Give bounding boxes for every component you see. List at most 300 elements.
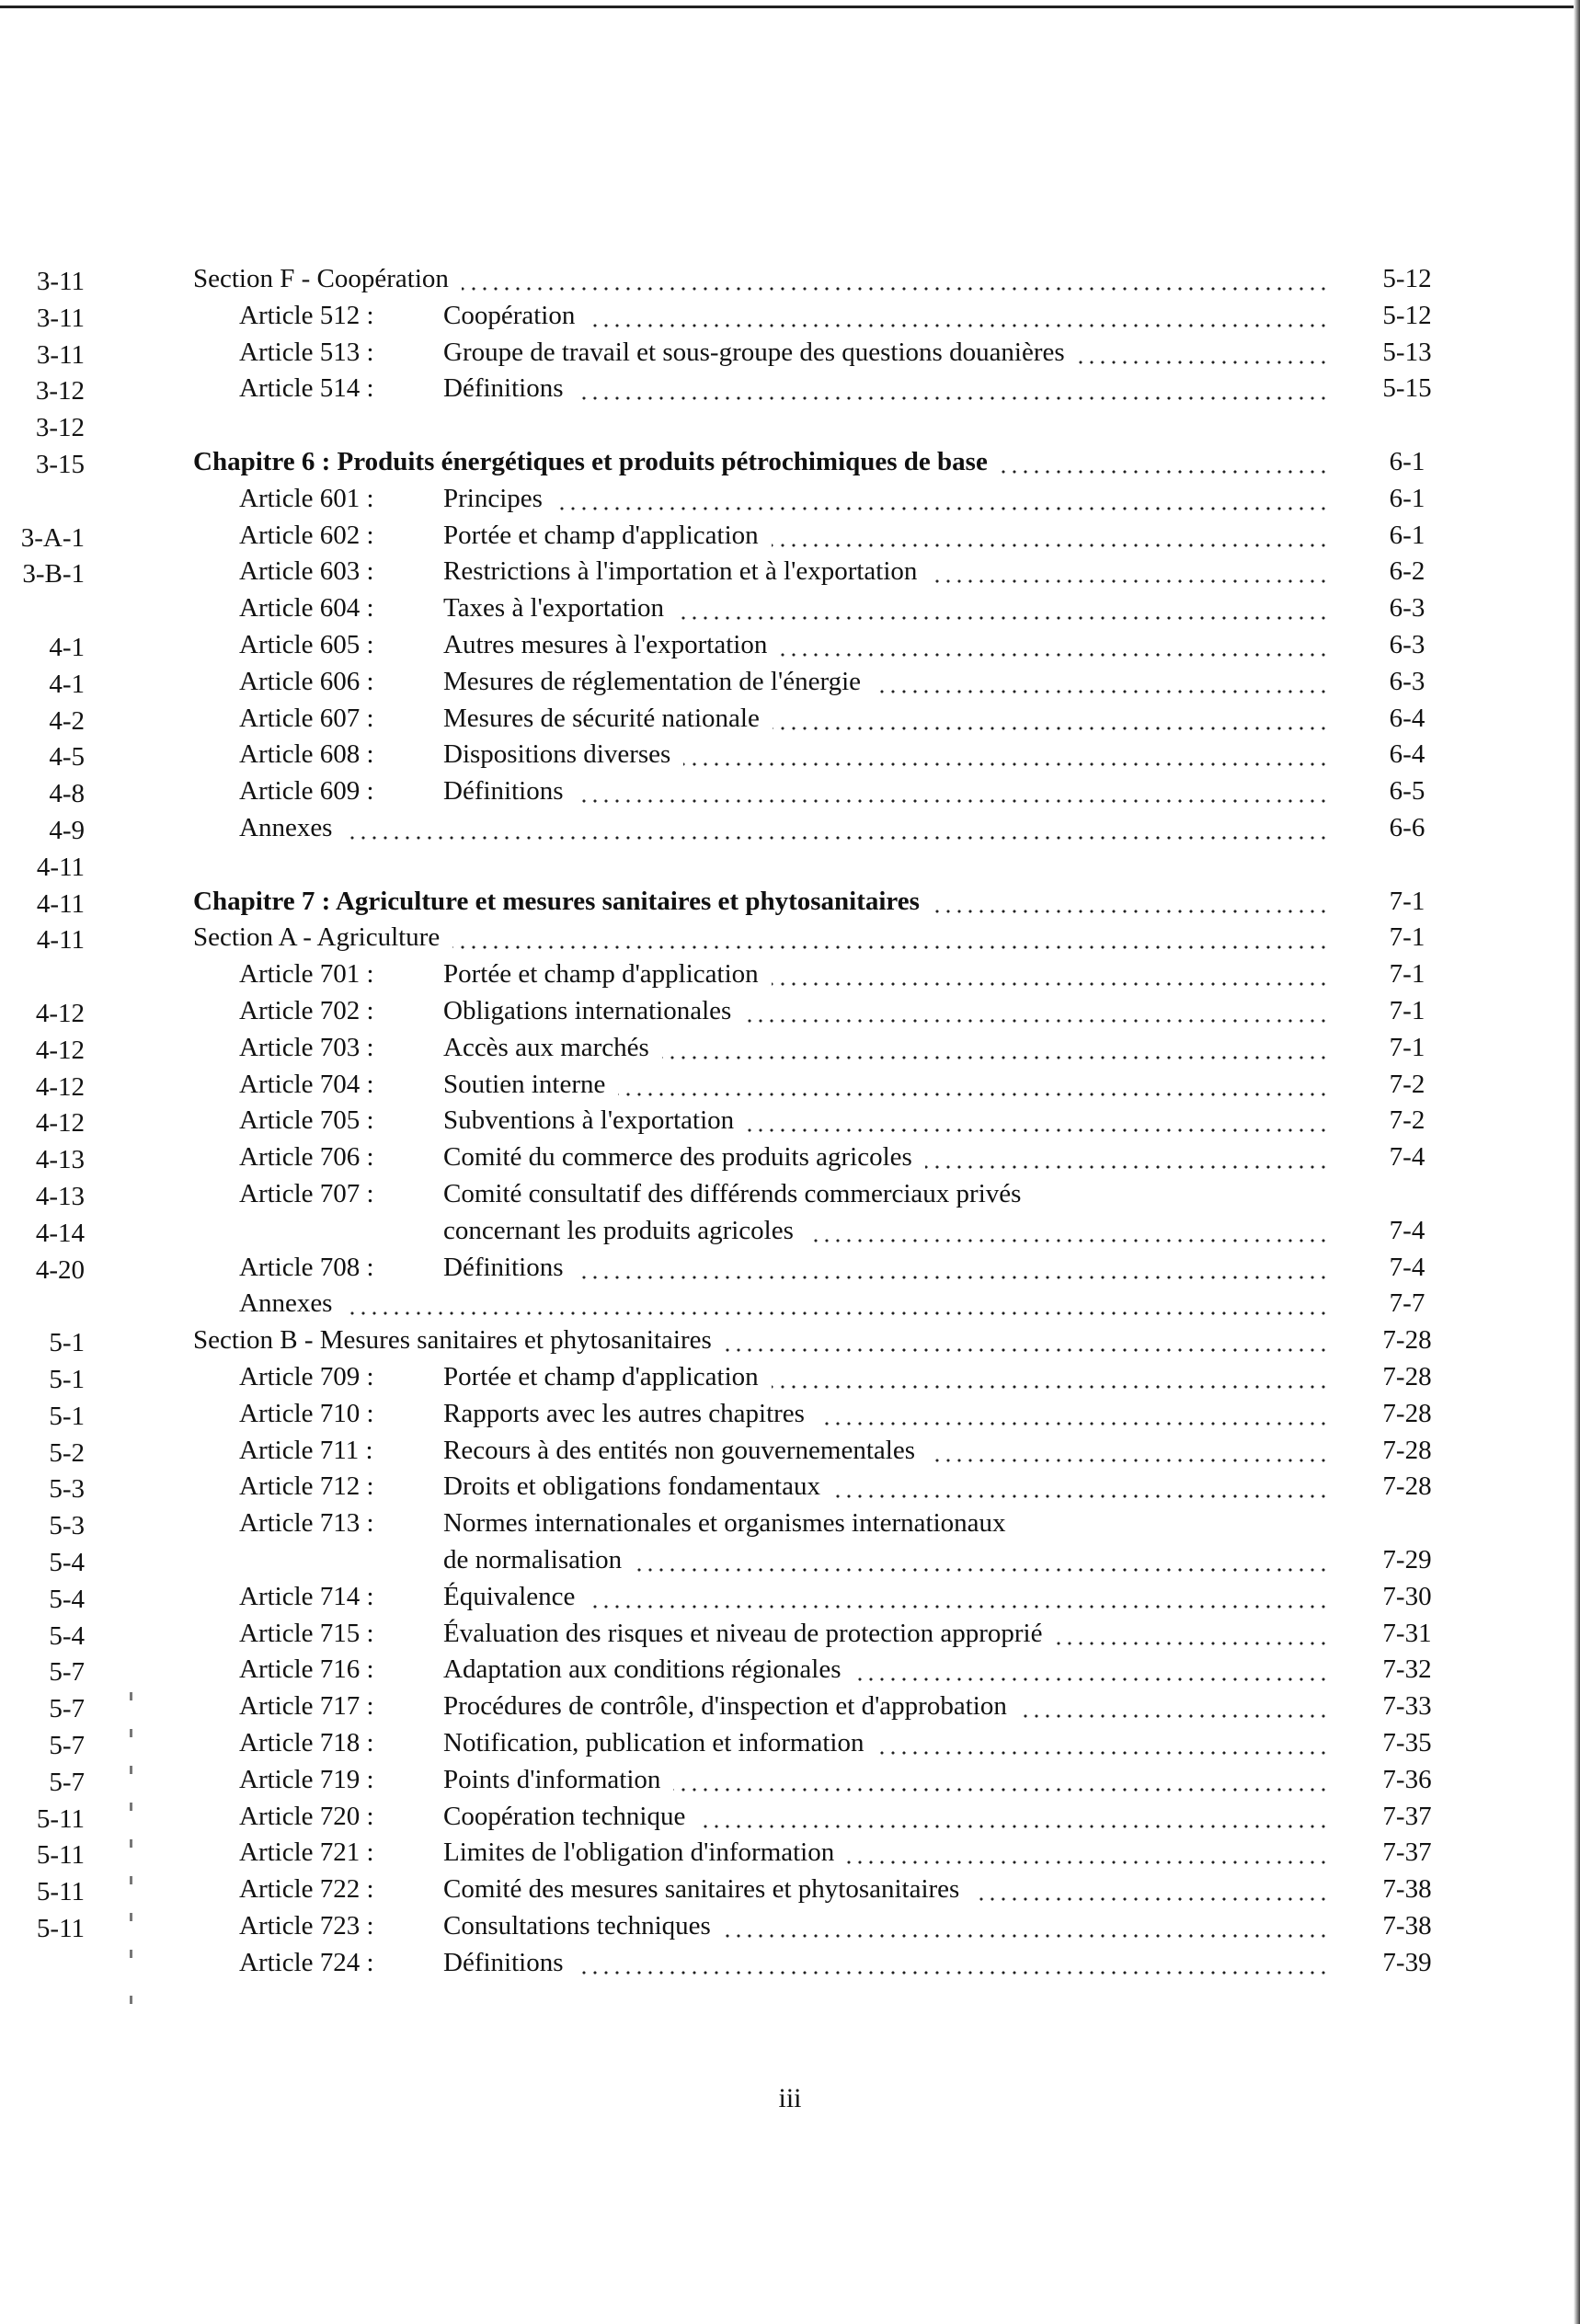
toc-entry xyxy=(239,1871,959,1907)
toc-title: Taxes à l'exportation xyxy=(443,593,664,624)
toc-article-row[interactable] xyxy=(193,1031,1453,1068)
toc-entry xyxy=(239,1468,820,1505)
toc-title: Consultations techniques xyxy=(443,1911,711,1940)
toc-page-ref: 7-2 xyxy=(1389,1069,1425,1099)
toc-title: Obligations internationales xyxy=(443,996,732,1025)
left-page-ref: 5-4 xyxy=(49,1584,85,1614)
article-number: Article 711 : xyxy=(239,1435,373,1465)
article-number: Article 708 : xyxy=(239,1252,374,1282)
toc-title: Section B - Mesures sanitaires et phytosanitaires xyxy=(193,1325,712,1356)
toc-page-ref: 7-28 xyxy=(1382,1471,1432,1502)
dot-leader xyxy=(780,652,1329,658)
dot-leader xyxy=(1020,1713,1329,1719)
toc-page-ref: 7-28 xyxy=(1382,1325,1432,1356)
dot-leader xyxy=(1078,360,1329,365)
toc-article-row[interactable] xyxy=(193,957,1453,994)
article-number: Article 601 : xyxy=(239,483,374,513)
dot-leader xyxy=(662,1055,1329,1060)
left-page-ref: 5-4 xyxy=(49,1620,85,1651)
toc-page-ref: 7-1 xyxy=(1389,1032,1425,1062)
toc-page-ref: 7-7 xyxy=(1389,1288,1425,1319)
toc-title: Portée et champ d'application xyxy=(443,520,759,550)
toc-article-row[interactable] xyxy=(193,336,1453,372)
left-page-ref: 4-13 xyxy=(35,1182,85,1211)
toc-title: Définitions xyxy=(443,776,564,807)
left-page-ref: 4-11 xyxy=(36,852,85,882)
left-page-ref: 5-7 xyxy=(49,1657,85,1688)
dot-leader xyxy=(698,1824,1329,1829)
toc-entry xyxy=(239,1505,1006,1541)
article-number: Article 706 : xyxy=(239,1142,374,1173)
toc-page-ref: 7-33 xyxy=(1382,1691,1432,1722)
dot-leader xyxy=(847,1860,1329,1865)
toc-page-ref: 7-4 xyxy=(1389,1215,1425,1245)
left-page-ref: 4-12 xyxy=(35,1035,85,1065)
toc-article-row[interactable] xyxy=(193,738,1453,774)
toc-title: Accès aux marchés xyxy=(443,1032,649,1062)
toc-entry xyxy=(239,1175,1021,1212)
toc-entry xyxy=(239,1285,332,1322)
toc-article-row[interactable] xyxy=(193,1580,1453,1617)
toc-article-row[interactable] xyxy=(193,1104,1453,1140)
toc-annex-row[interactable] xyxy=(193,811,1453,848)
toc-title: Définitions xyxy=(443,1252,564,1282)
left-page-ref: 5-7 xyxy=(49,1767,85,1797)
dot-leader xyxy=(588,323,1329,328)
toc-entry xyxy=(239,1724,864,1761)
left-page-ref: 3-B-1 xyxy=(22,559,85,590)
left-page-ref: 5-11 xyxy=(36,1803,85,1834)
toc-entry xyxy=(239,1102,734,1139)
toc-page-ref: 7-1 xyxy=(1389,922,1425,953)
toc-page-ref: 6-3 xyxy=(1389,666,1425,696)
toc-title: Chapitre 6 : Produits énergétiques et produits pétrochimiques de base xyxy=(193,447,988,476)
dot-leader xyxy=(876,1750,1329,1756)
toc-page-ref: 6-3 xyxy=(1389,630,1425,659)
toc-entry xyxy=(239,1798,685,1835)
article-number: Article 702 : xyxy=(239,996,374,1025)
toc-article-row[interactable] xyxy=(193,1470,1453,1506)
dot-leader xyxy=(933,909,1329,914)
toc-article-row[interactable] xyxy=(193,299,1453,336)
page-number: iii xyxy=(778,2083,802,2113)
toc-entry xyxy=(239,1651,841,1688)
toc-article-row[interactable] xyxy=(193,555,1453,591)
left-page-ref: 4-12 xyxy=(35,1071,85,1102)
toc-entry xyxy=(239,297,575,334)
toc-page-ref: 7-37 xyxy=(1382,1801,1432,1831)
left-page-ref: 3-15 xyxy=(35,450,85,479)
left-page-ref: 4-20 xyxy=(35,1254,85,1285)
toc-page-ref: 7-2 xyxy=(1389,1105,1425,1136)
toc-title: Subventions à l'exportation xyxy=(443,1105,735,1136)
dot-leader xyxy=(673,1787,1329,1792)
toc-page-ref: 5-12 xyxy=(1382,300,1432,330)
dot-leader xyxy=(772,981,1329,987)
toc-page-ref: 6-5 xyxy=(1389,776,1425,807)
toc-entry xyxy=(239,553,917,590)
toc-title: Dispositions diverses xyxy=(443,739,671,770)
top-rule xyxy=(0,6,1580,8)
toc-article-row[interactable] xyxy=(193,1946,1453,1983)
article-number: Article 606 : xyxy=(239,666,374,696)
toc-article-row[interactable] xyxy=(193,1909,1453,1946)
toc-entry xyxy=(239,1358,759,1395)
toc-article-row[interactable] xyxy=(193,1836,1453,1872)
article-number: Article 602 : xyxy=(239,520,374,550)
left-page-ref: 5-1 xyxy=(49,1365,85,1394)
left-page-ref: 5-7 xyxy=(49,1694,85,1724)
left-page-ref: 5-11 xyxy=(36,1877,85,1907)
left-page-ref: 4-1 xyxy=(49,633,85,662)
toc-article-row[interactable] xyxy=(193,1653,1453,1689)
toc-page-ref: 7-28 xyxy=(1382,1398,1432,1428)
toc-title: Annexes xyxy=(239,1288,333,1319)
left-page-ref: 3-11 xyxy=(36,303,85,333)
article-number: Article 514 : xyxy=(239,373,374,404)
article-number: Article 609 : xyxy=(239,776,374,807)
toc-entry xyxy=(239,334,1065,371)
left-page-ref: 4-11 xyxy=(36,925,85,956)
toc-page-ref: 7-1 xyxy=(1389,996,1425,1025)
dot-leader xyxy=(588,1604,1329,1609)
toc-entry xyxy=(193,260,449,297)
toc-page-ref: 7-4 xyxy=(1389,1252,1425,1282)
toc-article-row[interactable] xyxy=(193,628,1453,665)
toc-article-row[interactable] xyxy=(193,1251,1453,1288)
toc-page-ref: 7-37 xyxy=(1382,1837,1432,1868)
dot-leader xyxy=(618,1092,1329,1097)
dot-leader xyxy=(677,615,1329,621)
toc-article-row[interactable] xyxy=(193,1689,1453,1726)
toc-page-ref: 7-1 xyxy=(1389,886,1425,916)
toc-page-ref: 5-15 xyxy=(1382,373,1432,404)
toc-page-ref: 7-28 xyxy=(1382,1362,1432,1391)
toc-title: Mesures de réglementation de l'énergie xyxy=(443,666,862,696)
toc-title: Rapports avec les autres chapitres xyxy=(443,1398,805,1428)
toc-page-ref: 7-1 xyxy=(1389,959,1425,990)
toc-title: Portée et champ d'application xyxy=(443,1362,759,1391)
left-page-ref: 3-11 xyxy=(36,267,85,296)
dot-leader xyxy=(345,1311,1329,1316)
toc-entry xyxy=(239,1688,1007,1724)
article-number: Article 604 : xyxy=(239,593,374,624)
dot-leader xyxy=(772,1384,1329,1390)
left-page-ref: 3-A-1 xyxy=(20,522,85,553)
left-page-ref: 3-11 xyxy=(36,339,85,370)
dot-leader xyxy=(807,1238,1329,1243)
toc-page-ref: 6-6 xyxy=(1389,813,1425,842)
toc-entry xyxy=(239,370,564,406)
article-number: Article 705 : xyxy=(239,1105,374,1136)
toc-page-ref: 5-12 xyxy=(1382,264,1432,293)
article-number: Article 605 : xyxy=(239,630,374,659)
toc-entry xyxy=(193,919,440,956)
toc-article-row[interactable] xyxy=(193,1506,1453,1543)
toc-entry xyxy=(239,809,332,846)
left-page-ref: 5-7 xyxy=(49,1731,85,1760)
dot-leader xyxy=(925,1164,1329,1170)
article-number: Article 716 : xyxy=(239,1654,374,1685)
dot-leader xyxy=(747,1128,1329,1133)
left-page-ref: 4-12 xyxy=(35,999,85,1028)
toc-article-row[interactable] xyxy=(193,1726,1453,1763)
article-number: Article 712 : xyxy=(239,1471,374,1502)
toc-title: Autres mesures à l'exportation xyxy=(443,630,768,659)
article-number: Article 717 : xyxy=(239,1691,374,1722)
toc-article-row[interactable] xyxy=(193,774,1453,811)
toc-entry xyxy=(239,1761,660,1798)
dot-leader xyxy=(773,726,1329,731)
toc-title: Adaptation aux conditions régionales xyxy=(443,1654,842,1685)
toc-title: Recours à des entités non gouvernementales xyxy=(443,1435,915,1465)
dot-leader xyxy=(930,578,1329,584)
toc-article-row[interactable] xyxy=(193,519,1453,555)
toc-entry xyxy=(239,1578,575,1615)
left-page-ref: 4-12 xyxy=(35,1108,85,1139)
toc-entry xyxy=(239,1139,912,1175)
article-number: Article 603 : xyxy=(239,556,374,587)
dot-leader xyxy=(577,1275,1329,1280)
toc-title: Principes xyxy=(443,483,543,513)
toc-entry xyxy=(193,1322,712,1358)
article-number: Article 701 : xyxy=(239,959,374,990)
article-number: Article 724 : xyxy=(239,1947,374,1977)
toc-entry xyxy=(443,1212,794,1249)
toc-article-row[interactable] xyxy=(193,1397,1453,1434)
left-page-ref: 5-1 xyxy=(49,1328,85,1358)
toc-entry xyxy=(239,992,731,1029)
dot-leader xyxy=(874,689,1329,694)
toc-title: Annexes xyxy=(239,813,333,842)
toc-article-row[interactable] xyxy=(193,1872,1453,1909)
toc-section-row[interactable] xyxy=(193,1323,1453,1360)
toc-title: Évaluation des risques et niveau de protection approprié xyxy=(443,1618,1043,1648)
article-number: Article 714 : xyxy=(239,1581,374,1611)
toc-article-row[interactable] xyxy=(193,1800,1453,1837)
dot-leader xyxy=(555,506,1329,511)
article-number: Article 707 : xyxy=(239,1179,374,1208)
toc-annex-row[interactable] xyxy=(193,1287,1453,1323)
article-number: Article 704 : xyxy=(239,1069,374,1099)
dot-leader xyxy=(725,1347,1329,1353)
dot-leader xyxy=(744,1018,1329,1024)
toc-article-row[interactable] xyxy=(193,1360,1453,1397)
toc-entry xyxy=(239,1615,1042,1652)
toc-entry xyxy=(443,1541,622,1578)
toc-title: Section A - Agriculture xyxy=(193,922,441,953)
toc-title: Notification, publication et information xyxy=(443,1728,864,1757)
toc-page-ref: 7-39 xyxy=(1382,1947,1432,1977)
toc-title: Définitions xyxy=(443,373,564,404)
toc-title: Coopération xyxy=(443,300,576,330)
left-page-ref: 5-2 xyxy=(49,1437,85,1468)
toc-title: Droits et obligations fondamentaux xyxy=(443,1471,820,1502)
toc-entry xyxy=(239,956,759,992)
left-page-ref: 5-11 xyxy=(36,1840,85,1871)
toc-article-row[interactable] xyxy=(193,1068,1453,1105)
article-number: Article 513 : xyxy=(239,337,374,367)
toc-entry xyxy=(239,736,670,773)
article-number: Article 723 : xyxy=(239,1911,374,1940)
toc-entry xyxy=(239,626,767,663)
toc-title: Soutien interne xyxy=(443,1069,606,1099)
toc-entry xyxy=(239,1432,915,1469)
toc-chapter-row[interactable] xyxy=(193,885,1453,922)
article-number: Article 512 : xyxy=(239,300,374,330)
dot-leader xyxy=(972,1896,1329,1902)
left-page-ref: 4-1 xyxy=(49,669,85,699)
toc-page-ref: 7-30 xyxy=(1382,1581,1432,1611)
left-page-ref: 4-5 xyxy=(49,742,85,773)
left-page-ref: 4-13 xyxy=(35,1145,85,1175)
toc-entry xyxy=(239,700,760,737)
toc-title: Coopération technique xyxy=(443,1801,686,1831)
toc-entry xyxy=(239,1907,711,1944)
toc-title: de normalisation xyxy=(443,1545,623,1574)
toc-article-row[interactable] xyxy=(193,1177,1453,1214)
dot-leader xyxy=(462,286,1329,292)
toc-section-row[interactable] xyxy=(193,921,1453,957)
article-number: Article 721 : xyxy=(239,1837,374,1868)
toc-page-ref: 6-1 xyxy=(1389,447,1425,476)
dot-leader xyxy=(818,1421,1329,1426)
toc-title: concernant les produits agricoles xyxy=(443,1215,794,1245)
toc-entry xyxy=(239,590,664,626)
toc-title: Comité des mesures sanitaires et phytosanitaires xyxy=(443,1874,960,1905)
toc-article-row[interactable] xyxy=(193,372,1453,408)
toc-entry xyxy=(239,1029,649,1066)
toc-title: Définitions xyxy=(443,1947,564,1977)
dot-leader xyxy=(345,835,1329,841)
scan-specks xyxy=(130,1692,135,2023)
left-page-ref: 5-1 xyxy=(49,1401,85,1431)
toc-title: Mesures de sécurité nationale xyxy=(443,703,760,733)
dot-leader xyxy=(724,1933,1329,1939)
article-number: Article 710 : xyxy=(239,1398,374,1428)
toc-page-ref: 7-31 xyxy=(1382,1618,1432,1648)
toc-article-row[interactable] xyxy=(193,482,1453,519)
toc-title: Comité du commerce des produits agricoles xyxy=(443,1142,912,1173)
left-page-ref: 5-4 xyxy=(49,1548,85,1577)
toc-article-row[interactable] xyxy=(193,994,1453,1031)
dot-leader xyxy=(772,543,1329,548)
dot-leader xyxy=(833,1494,1329,1499)
toc-title: Normes internationales et organismes internationaux xyxy=(443,1508,1006,1539)
article-number: Article 607 : xyxy=(239,703,374,733)
left-page-ref: 4-2 xyxy=(49,705,85,736)
toc-article-row[interactable] xyxy=(193,702,1453,738)
toc-entry xyxy=(239,517,759,554)
toc-article-row[interactable] xyxy=(193,591,1453,628)
toc-page-ref: 6-4 xyxy=(1389,739,1425,770)
article-number: Article 709 : xyxy=(239,1362,374,1391)
article-number: Article 720 : xyxy=(239,1801,374,1831)
left-page-ref: 5-11 xyxy=(36,1914,85,1943)
left-page-ref: 3-12 xyxy=(35,413,85,443)
left-page-ref: 3-12 xyxy=(35,376,85,406)
article-number: Article 722 : xyxy=(239,1874,374,1905)
dot-leader xyxy=(1001,469,1329,475)
toc-title: Chapitre 7 : Agriculture et mesures sanitaires et phytosanitaires xyxy=(193,886,920,916)
toc-page-ref: 5-13 xyxy=(1382,337,1432,367)
toc-cont-row[interactable] xyxy=(193,1543,1453,1580)
toc-page-ref: 6-2 xyxy=(1389,556,1425,587)
toc-title: Équivalence xyxy=(443,1581,576,1611)
toc-entry xyxy=(239,663,861,700)
dot-leader xyxy=(635,1567,1329,1573)
toc-article-row[interactable] xyxy=(193,1140,1453,1177)
left-page-ref: 5-3 xyxy=(49,1474,85,1505)
left-page-ref: 4-9 xyxy=(49,816,85,845)
toc-page-ref: 6-1 xyxy=(1389,520,1425,550)
toc-article-row[interactable] xyxy=(193,1617,1453,1654)
toc-article-row[interactable] xyxy=(193,1434,1453,1471)
toc-page-ref: 7-36 xyxy=(1382,1764,1432,1794)
article-number: Article 713 : xyxy=(239,1508,374,1539)
toc-page-ref: 7-4 xyxy=(1389,1142,1425,1173)
toc-entry xyxy=(239,1066,605,1103)
toc-entry xyxy=(193,443,988,480)
dot-leader xyxy=(928,1458,1329,1463)
toc-entry xyxy=(239,773,564,809)
toc-title: Limites de l'obligation d'information xyxy=(443,1837,835,1868)
toc-page-ref: 7-32 xyxy=(1382,1654,1432,1685)
dot-leader xyxy=(577,798,1329,804)
dot-leader xyxy=(452,944,1329,950)
dot-leader xyxy=(853,1677,1329,1682)
toc-entry xyxy=(239,1944,564,1981)
dot-leader xyxy=(683,761,1329,767)
dot-leader xyxy=(577,395,1329,401)
toc-article-row[interactable] xyxy=(193,1763,1453,1800)
toc-entry xyxy=(239,480,543,517)
toc-page-ref: 6-1 xyxy=(1389,483,1425,513)
toc-title: Restrictions à l'importation et à l'exportation xyxy=(443,556,918,587)
toc-entry xyxy=(239,1249,564,1286)
toc-section-row[interactable] xyxy=(193,262,1453,299)
toc-page-ref: 6-3 xyxy=(1389,593,1425,624)
toc-page-ref: 7-38 xyxy=(1382,1874,1432,1905)
left-page-ref: 4-11 xyxy=(36,888,85,919)
toc-entry xyxy=(239,1395,805,1432)
toc-title: Portée et champ d'application xyxy=(443,959,759,990)
toc-chapter-row[interactable] xyxy=(193,445,1453,482)
toc-entry xyxy=(239,1834,834,1871)
toc-title: Points d'information xyxy=(443,1764,661,1794)
toc-page-ref: 7-35 xyxy=(1382,1728,1432,1757)
article-number: Article 719 : xyxy=(239,1764,374,1794)
toc-page-ref: 6-4 xyxy=(1389,703,1425,733)
dot-leader xyxy=(1055,1641,1329,1646)
toc-article-row[interactable] xyxy=(193,665,1453,702)
toc-title: Procédures de contrôle, d'inspection et d'approbation xyxy=(443,1691,1007,1722)
article-number: Article 718 : xyxy=(239,1728,374,1757)
left-page-ref: 4-8 xyxy=(49,779,85,809)
article-number: Article 715 : xyxy=(239,1618,374,1648)
toc-entry xyxy=(193,883,920,920)
dot-leader xyxy=(577,1970,1329,1975)
toc-cont-row[interactable] xyxy=(193,1214,1453,1251)
toc-page-ref: 7-38 xyxy=(1382,1911,1432,1940)
toc-page-ref: 7-28 xyxy=(1382,1435,1432,1465)
left-page-ref: 4-14 xyxy=(35,1218,85,1248)
page-edge-shadow xyxy=(1574,0,1580,2324)
toc-title: Comité consultatif des différends commerciaux privés xyxy=(443,1179,1022,1208)
toc-page-ref: 7-29 xyxy=(1382,1545,1432,1574)
article-number: Article 703 : xyxy=(239,1032,374,1062)
left-page-ref: 5-3 xyxy=(49,1511,85,1541)
